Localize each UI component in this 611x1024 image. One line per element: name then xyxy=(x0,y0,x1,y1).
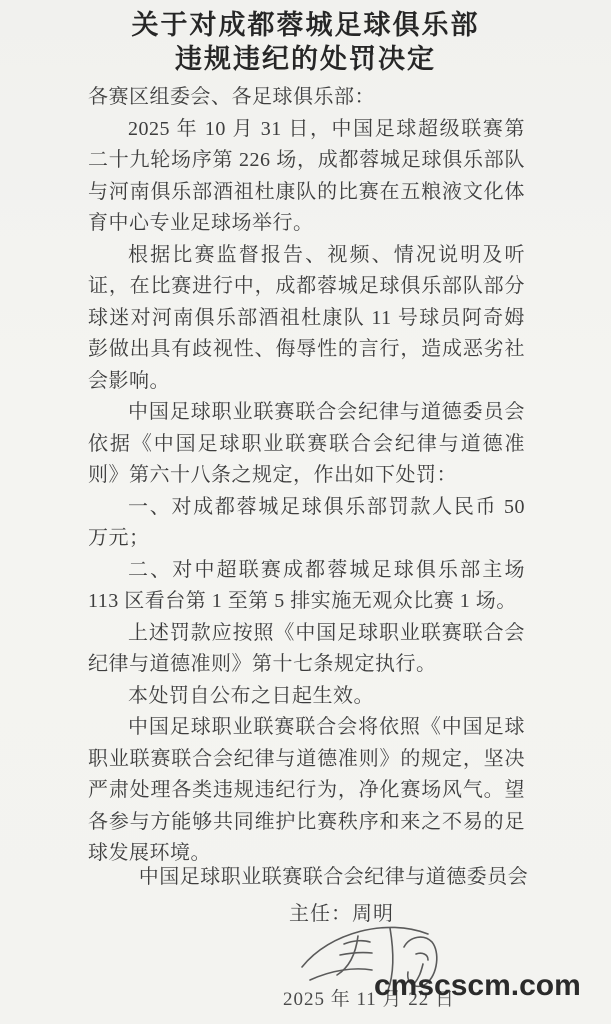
signature-date: 2025 年 11 月 22 日 xyxy=(283,989,456,1010)
paragraph-effective-date: 本处罚自公布之日起生效。 xyxy=(128,684,374,707)
paragraph-fine-execution: 上述罚款应按照《中国足球职业联赛联合会纪律与道德准则》第十七条规定执行。 xyxy=(88,621,525,675)
signature-signer-title: 主任：周明 xyxy=(289,903,394,925)
document-title xyxy=(0,0,611,76)
paragraph-match-info: 2025 年 10 月 31 日，中国足球超级联赛第二十九轮场序第 226 场，成都蓉城足球俱乐部队与河南俱乐部酒祖杜康队的比赛在五粮液文化体育中心专业足球场举行。 xyxy=(88,117,525,234)
salutation-line: 各赛区组委会、各足球俱乐部： xyxy=(88,86,375,108)
signature-committee-name: 中国足球职业联赛联合会纪律与道德委员会 xyxy=(138,866,529,888)
paragraph-incident: 根据比赛监督报告、视频、情况说明及听证，在比赛进行中，成都蓉城足球俱乐部队部分球迷对河南俱乐部酒祖杜康队 11 号球员阿奇姆彭做出具有歧视性、侮辱性的言行，造成恶劣社会影响。 xyxy=(88,243,525,392)
penalty-item-1: 一、对成都蓉城足球俱乐部罚款人民币 50 万元； xyxy=(88,495,525,549)
title-line-2: 违规违纪的处罚决定 xyxy=(175,44,436,74)
document-body xyxy=(0,76,611,870)
watermark-text: cmscscm.com xyxy=(374,969,581,1002)
penalty-item-2: 二、对中超联赛成都蓉城足球俱乐部主场 113 区看台第 1 至第 5 排实施无观众比赛 1 场。 xyxy=(88,558,525,612)
title-line-1: 关于对成都蓉城足球俱乐部 xyxy=(131,10,480,40)
paragraph-closing-statement: 中国足球职业联赛联合会将依照《中国足球职业联赛联合会纪律与道德准则》的规定，坚决严肃处理各类违规违纪行为，净化赛场风气。望各参与方能够共同维护比赛秩序和来之不易的足球发展环境。 xyxy=(88,716,525,864)
paragraph-legal-basis: 中国足球职业联赛联合会纪律与道德委员会依据《中国足球职业联赛联合会纪律与道德准则》第六十八条之规定，作出如下处罚： xyxy=(88,401,525,486)
